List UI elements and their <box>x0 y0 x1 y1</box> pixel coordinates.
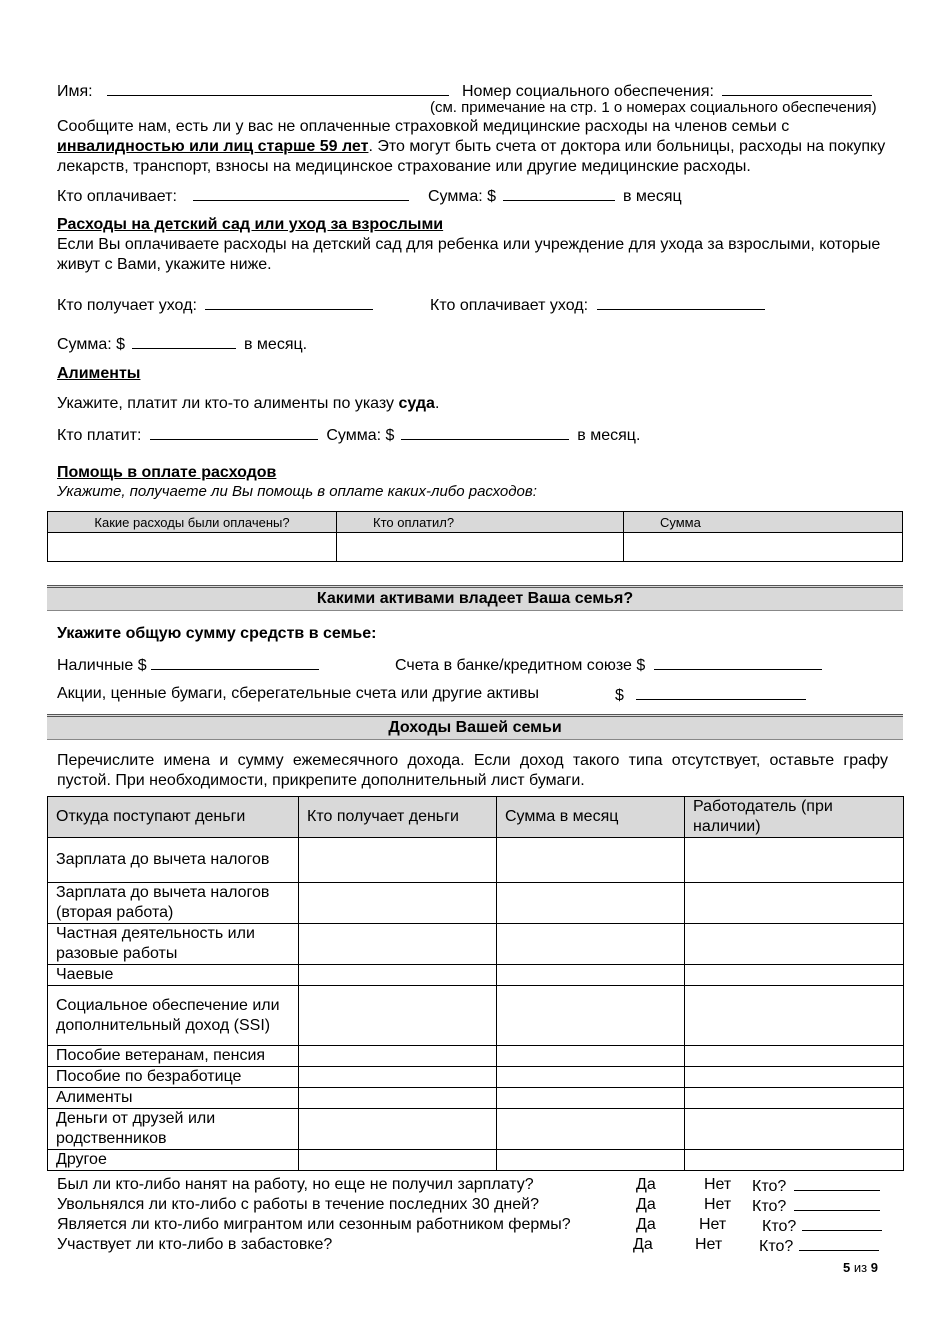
who-row <box>752 1175 880 1197</box>
income-row-label: Чаевые <box>48 965 299 986</box>
income-cell[interactable] <box>685 883 904 924</box>
no-option[interactable]: Нет <box>695 1236 723 1253</box>
income-row-label: Деньги от друзей или родственников <box>48 1109 299 1150</box>
childcare-receives-field[interactable] <box>205 294 373 310</box>
income-cell[interactable] <box>685 1109 904 1150</box>
medical-who-pays-field[interactable] <box>193 185 409 201</box>
who-label: Кто? <box>752 1178 787 1195</box>
help-col-expenses: Какие расходы были оплачены? <box>48 512 337 533</box>
medical-amount-row <box>428 185 682 207</box>
ssn-field[interactable] <box>722 80 872 96</box>
medical-amount-field[interactable] <box>503 185 615 201</box>
income-cell[interactable] <box>299 924 497 965</box>
medical-who-pays-row <box>57 185 409 207</box>
who-row <box>759 1235 879 1257</box>
yes-option[interactable]: Да <box>633 1236 653 1253</box>
no-option[interactable]: Нет <box>699 1216 727 1233</box>
medical-per-month: в месяц <box>622 188 682 205</box>
help-cell[interactable] <box>48 533 337 562</box>
alimony-text: Укажите, платит ли кто-то алименты по указу суда. <box>57 395 440 412</box>
who-field[interactable] <box>799 1235 879 1251</box>
income-cell[interactable] <box>497 965 685 986</box>
no-option[interactable]: Нет <box>704 1196 732 1213</box>
income-row-label: Частная деятельность или разовые работы <box>48 924 299 965</box>
medical-amount-label: Сумма: $ <box>428 188 497 205</box>
who-field[interactable] <box>802 1215 882 1231</box>
income-cell[interactable] <box>497 1088 685 1109</box>
alimony-amount-label: Сумма: $ <box>326 427 395 444</box>
cash-label: Наличные $ <box>57 657 147 674</box>
income-cell[interactable] <box>685 986 904 1046</box>
childcare-receives-row <box>57 294 373 316</box>
income-cell[interactable] <box>497 1150 685 1171</box>
medical-paragraph: Сообщите нам, есть ли у вас не оплаченные страховкой медицинские расходы на членов семьи с инвалидностью или лиц старше 59 лет. Это могут быть счета от доктора или больницы, расходы на покупку лекарств, транспорт, взносы на медицинское страхование или другие медицинские расходы. <box>57 118 886 175</box>
income-cell[interactable] <box>299 838 497 883</box>
income-row-label: Другое <box>48 1150 299 1171</box>
who-field[interactable] <box>794 1195 880 1211</box>
income-header-source: Откуда поступают деньги <box>48 797 299 838</box>
income-cell[interactable] <box>299 986 497 1046</box>
who-row <box>762 1215 882 1237</box>
question-hired: Был ли кто-либо нанят на работу, но еще не получил зарплату? <box>57 1176 534 1193</box>
question-strike: Участвует ли кто-либо в забастовке? <box>57 1236 333 1253</box>
income-cell[interactable] <box>685 1067 904 1088</box>
income-cell[interactable] <box>497 1109 685 1150</box>
help-cell[interactable] <box>624 533 903 562</box>
childcare-text: Если Вы оплачиваете расходы на детский сад для ребенка или учреждение для ухода за взрослыми, которые живут с Вами, укажите ниже. <box>57 236 881 273</box>
cash-field[interactable] <box>151 654 319 670</box>
income-banner: Доходы Вашей семьи <box>47 714 903 740</box>
page-total: 9 <box>870 1260 878 1275</box>
childcare-pays-field[interactable] <box>597 294 765 310</box>
income-cell[interactable] <box>497 924 685 965</box>
medical-who-pays-label: Кто оплачивает: <box>57 188 177 205</box>
yes-option[interactable]: Да <box>636 1176 656 1193</box>
income-intro: Перечислите имена и сумму ежемесячного дохода. Если доход такого типа отсутствует, оставьте графу пустой. При необходимости, прикрепите дополнительный лист бумаги. <box>57 752 888 789</box>
who-label: Кто? <box>752 1198 787 1215</box>
income-row-label: Пособие ветеранам, пенсия <box>48 1046 299 1067</box>
who-label: Кто? <box>759 1238 794 1255</box>
cash-row <box>57 654 319 676</box>
page-number <box>843 1258 878 1278</box>
income-cell[interactable] <box>299 1046 497 1067</box>
income-row-label: Пособие по безработице <box>48 1067 299 1088</box>
name-field[interactable] <box>107 80 449 96</box>
who-field[interactable] <box>794 1175 880 1191</box>
name-label: Имя: <box>57 83 93 100</box>
income-cell[interactable] <box>685 924 904 965</box>
medical-emphasis: инвалидностью или лиц старше 59 лет <box>57 138 369 155</box>
income-row-label: Зарплата до вычета налогов <box>48 838 299 883</box>
help-cell[interactable] <box>337 533 624 562</box>
income-cell[interactable] <box>299 883 497 924</box>
assets-banner: Какими активами владеет Ваша семья? <box>47 585 903 611</box>
yes-option[interactable]: Да <box>636 1196 656 1213</box>
childcare-amount-field[interactable] <box>132 333 236 349</box>
stocks-row <box>57 684 539 704</box>
bank-label: Счета в банке/кредитном союзе $ <box>395 657 646 674</box>
who-label: Кто? <box>762 1218 797 1235</box>
bank-row <box>395 654 822 676</box>
income-header-who: Кто получает деньги <box>299 797 497 838</box>
income-cell[interactable] <box>497 1046 685 1067</box>
ssn-note: (см. примечание на стр. 1 о номерах социального обеспечения) <box>430 99 877 116</box>
income-cell[interactable] <box>685 838 904 883</box>
income-cell[interactable] <box>685 1150 904 1171</box>
alimony-who-pays-label: Кто платит: <box>57 427 142 444</box>
income-cell[interactable] <box>299 1067 497 1088</box>
childcare-receives-label: Кто получает уход: <box>57 297 197 314</box>
assets-intro: Укажите общую сумму средств в семье: <box>57 625 377 642</box>
income-cell[interactable] <box>497 838 685 883</box>
income-header-amount: Сумма в месяц <box>497 797 685 838</box>
help-title: Помощь в оплате расходов <box>57 464 277 481</box>
help-col-who: Кто оплатил? <box>337 512 624 533</box>
income-cell[interactable] <box>497 986 685 1046</box>
stocks-amount-row <box>615 684 806 706</box>
help-table <box>47 511 903 562</box>
yes-option[interactable]: Да <box>636 1216 656 1233</box>
page-current: 5 <box>843 1260 851 1275</box>
income-cell[interactable] <box>497 883 685 924</box>
alimony-title: Алименты <box>57 365 141 382</box>
income-cell[interactable] <box>685 1046 904 1067</box>
income-cell[interactable] <box>497 1067 685 1088</box>
childcare-amount-label: Сумма: $ <box>57 336 126 353</box>
alimony-per-month: в месяц. <box>577 427 641 444</box>
income-cell[interactable] <box>299 965 497 986</box>
help-col-amount: Сумма <box>624 512 903 533</box>
stocks-dollar: $ <box>615 687 624 704</box>
income-cell[interactable] <box>685 965 904 986</box>
childcare-amount-row <box>57 333 307 355</box>
question-quit: Увольнялся ли кто-либо с работы в течение последних 30 дней? <box>57 1196 539 1213</box>
ssn-label: Номер социального обеспечения: <box>462 83 714 100</box>
stocks-label: Акции, ценные бумаги, сберегательные счета или другие активы <box>57 685 539 702</box>
name-row <box>57 80 449 102</box>
childcare-per-month: в месяц. <box>243 336 308 353</box>
income-row-label: Алименты <box>48 1088 299 1109</box>
page-of: из <box>853 1260 868 1275</box>
income-row-label: Зарплата до вычета налогов (вторая работа) <box>48 883 299 924</box>
income-table <box>47 796 904 1171</box>
childcare-pays-label: Кто оплачивает уход: <box>430 297 589 314</box>
help-subtitle: Укажите, получаете ли Вы помощь в оплате каких-либо расходов: <box>57 483 537 500</box>
income-cell[interactable] <box>299 1088 497 1109</box>
alimony-court: суда <box>398 395 435 412</box>
income-cell[interactable] <box>299 1109 497 1150</box>
stocks-field[interactable] <box>636 684 806 700</box>
alimony-amount-field[interactable] <box>401 424 569 440</box>
income-cell[interactable] <box>685 1088 904 1109</box>
bank-field[interactable] <box>654 654 822 670</box>
income-cell[interactable] <box>299 1150 497 1171</box>
income-header-employer: Работодатель (при наличии) <box>685 797 904 838</box>
alimony-row <box>57 424 640 446</box>
income-row-label: Социальное обеспечение или дополнительный доход (SSI) <box>48 986 299 1046</box>
no-option[interactable]: Нет <box>704 1176 732 1193</box>
alimony-who-pays-field[interactable] <box>150 424 318 440</box>
childcare-title: Расходы на детский сад или уход за взрослыми <box>57 216 444 233</box>
question-migrant: Является ли кто-либо мигрантом или сезонным работником фермы? <box>57 1216 571 1233</box>
who-row <box>752 1195 880 1217</box>
childcare-pays-row <box>430 294 765 316</box>
